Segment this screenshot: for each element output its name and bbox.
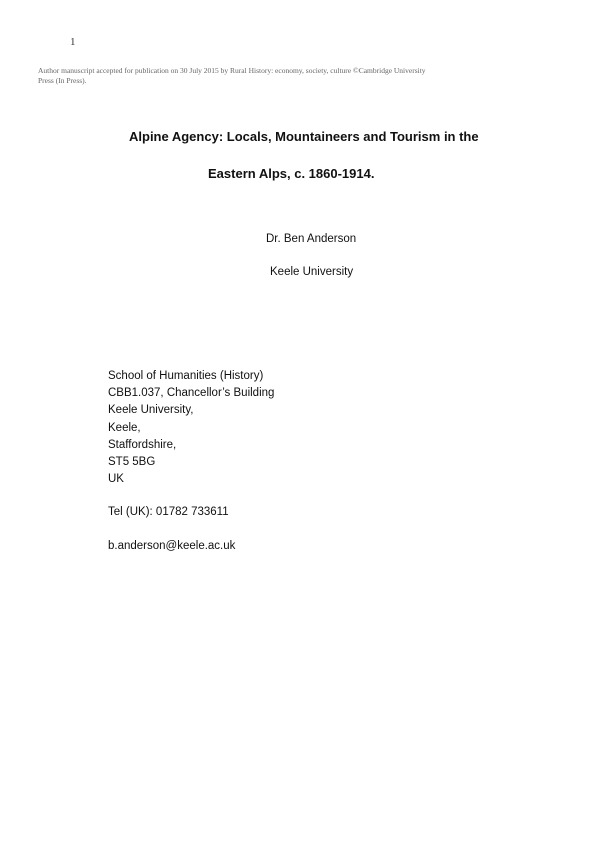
title-line-2: Eastern Alps, c. 1860-1914. [208,166,375,181]
author-name: Dr. Ben Anderson [266,233,357,245]
telephone: Tel (UK): 01782 733611 [108,506,229,518]
title-line-1: Alpine Agency: Locals, Mountaineers and Tourism in the [129,129,479,144]
address-line: Keele University, [108,404,194,417]
publication-notice: Author manuscript accepted for publication on 30 July 2015 by Rural History: economy, society, culture ©Cambridge University Press (In Press). [38,66,426,85]
page-number: 1 [70,36,76,48]
email-address: b.anderson@keele.ac.uk [108,540,236,552]
author-affiliation: Keele University [270,266,354,278]
address-line: Keele, [108,421,141,434]
address-line: UK [108,473,124,486]
address-line: ST5 5BG [108,456,156,469]
address-line: CBB1.037, Chancellor’s Building [108,387,275,400]
address-line: Staffordshire, [108,438,177,451]
address-line: School of Humanities (History) [108,370,264,382]
address-block [108,368,274,488]
